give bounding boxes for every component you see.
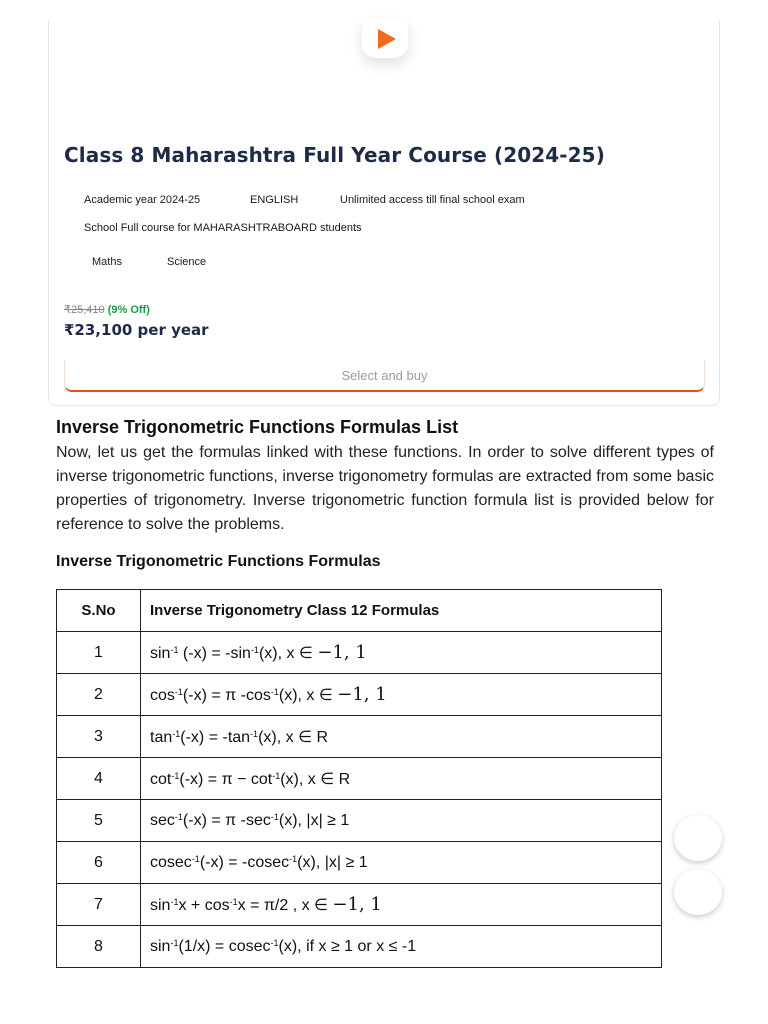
formula-part: (x), x ∈ [258,645,318,662]
formula-part: sin [150,937,171,955]
row-number: 2 [57,674,141,716]
row-number: 8 [57,926,141,968]
original-price: ₹25,410 [64,304,105,316]
inverse-superscript: -1 [170,897,179,907]
section-paragraph: Now, let us get the formulas linked with these functions. In order to solve different types of inverse trigonometric functions, inverse trigonometry formulas are extracted from some basic properties of trigonometry. Inverse trigonometric function formula list is provided below for reference to solve the problems. [56,444,714,533]
play-icon [378,29,396,49]
subject-chip-science: Science [167,256,207,268]
formula-cell [141,758,662,800]
formula-part: (1/x) = cosec [178,937,271,955]
table-row [57,674,662,716]
formula-cell [141,842,662,884]
formula-part: cos [150,687,175,704]
formula-part: (-x) = π -sec [182,811,271,829]
inverse-superscript: -1 [174,811,183,822]
play-video-button[interactable] [362,20,408,58]
row-number: 5 [57,800,141,842]
inverse-superscript: -1 [250,728,259,739]
table-row [57,758,662,800]
formula-part: sin [150,897,171,914]
formula-part: (x), |x| ≥ 1 [278,811,350,829]
select-and-buy-button[interactable]: Select and buy [64,360,705,392]
row-number: 7 [57,884,141,926]
table-row [57,926,662,968]
formula-part: x + cos [178,897,230,914]
formula-part: (x), x ∈ [278,687,338,704]
formula-part: sec [150,811,175,829]
access-chip: Unlimited access till final school exam [340,194,525,206]
original-price-line [64,303,150,316]
table-header-row [57,590,662,632]
formula-part: cot [150,770,172,788]
formula-part: (x), x ∈ R [258,728,329,746]
course-card [48,20,720,406]
floating-action-button-1[interactable] [674,815,722,861]
inverse-superscript: -1 [170,937,179,948]
inverse-superscript: -1 [250,645,259,655]
inverse-superscript: -1 [289,853,298,864]
board-chip: School Full course for MAHARASHTRABOARD students [84,222,362,234]
formula-part: sin [150,645,171,662]
table-row [57,842,662,884]
discount-badge: (9% Off) [107,304,150,316]
formula-part: (-x) = -tan [180,728,251,746]
header-formulas: Inverse Trigonometry Class 12 Formulas [141,590,662,632]
row-number: 1 [57,632,141,674]
row-number: 3 [57,716,141,758]
formula-cell [141,674,662,716]
inverse-superscript: -1 [270,811,279,822]
row-number: 6 [57,842,141,884]
formula-cell [141,926,662,968]
formula-cell [141,800,662,842]
inverse-superscript: -1 [171,770,180,781]
formula-part: (-x) = -cosec [199,853,290,871]
language-chip: ENGLISH [250,194,299,206]
table-row [57,884,662,926]
academic-year-chip: Academic year 2024-25 [84,194,201,206]
formula-cell [141,884,662,926]
table-row [57,716,662,758]
section-heading: Inverse Trigonometric Functions Formulas List [56,417,459,437]
formula-part: cosec [150,853,192,871]
formula-part: (x), |x| ≥ 1 [297,853,368,871]
formula-part: (-x) = π − cot [179,770,273,788]
formula-part: (-x) = -sin [178,645,251,662]
inverse-superscript: -1 [191,853,200,864]
formula-part: (-x) = π -cos [182,687,271,704]
current-price: ₹23,100 per year [64,321,209,339]
inverse-superscript: -1 [174,687,183,697]
formula-part: x = π/2 , x ∈ [237,897,333,914]
floating-action-button-2[interactable] [674,869,722,915]
subject-chip-maths: Maths [92,256,122,268]
formula-interval: −1, 1 [332,894,382,915]
table-heading: Inverse Trigonometric Functions Formulas [56,553,381,570]
inverse-superscript: -1 [270,687,279,697]
inverse-superscript: -1 [272,770,281,781]
inverse-superscript: -1 [172,728,181,739]
formula-cell [141,716,662,758]
formula-interval: −1, 1 [337,684,387,705]
formula-cell [141,632,662,674]
inverse-superscript: -1 [170,645,179,655]
formula-interval: −1, 1 [317,642,367,663]
table-row [57,800,662,842]
formula-part: (x), if x ≥ 1 or x ≤ -1 [278,937,417,955]
row-number: 4 [57,758,141,800]
inverse-superscript: -1 [270,937,279,948]
table-row [57,632,662,674]
formulas-table [56,589,662,968]
inverse-superscript: -1 [229,897,238,907]
course-title: Class 8 Maharashtra Full Year Course (2024-25) [64,143,605,167]
formula-part: (x), x ∈ R [280,770,351,788]
formula-part: tan [150,728,173,746]
header-sno: S.No [57,590,141,632]
